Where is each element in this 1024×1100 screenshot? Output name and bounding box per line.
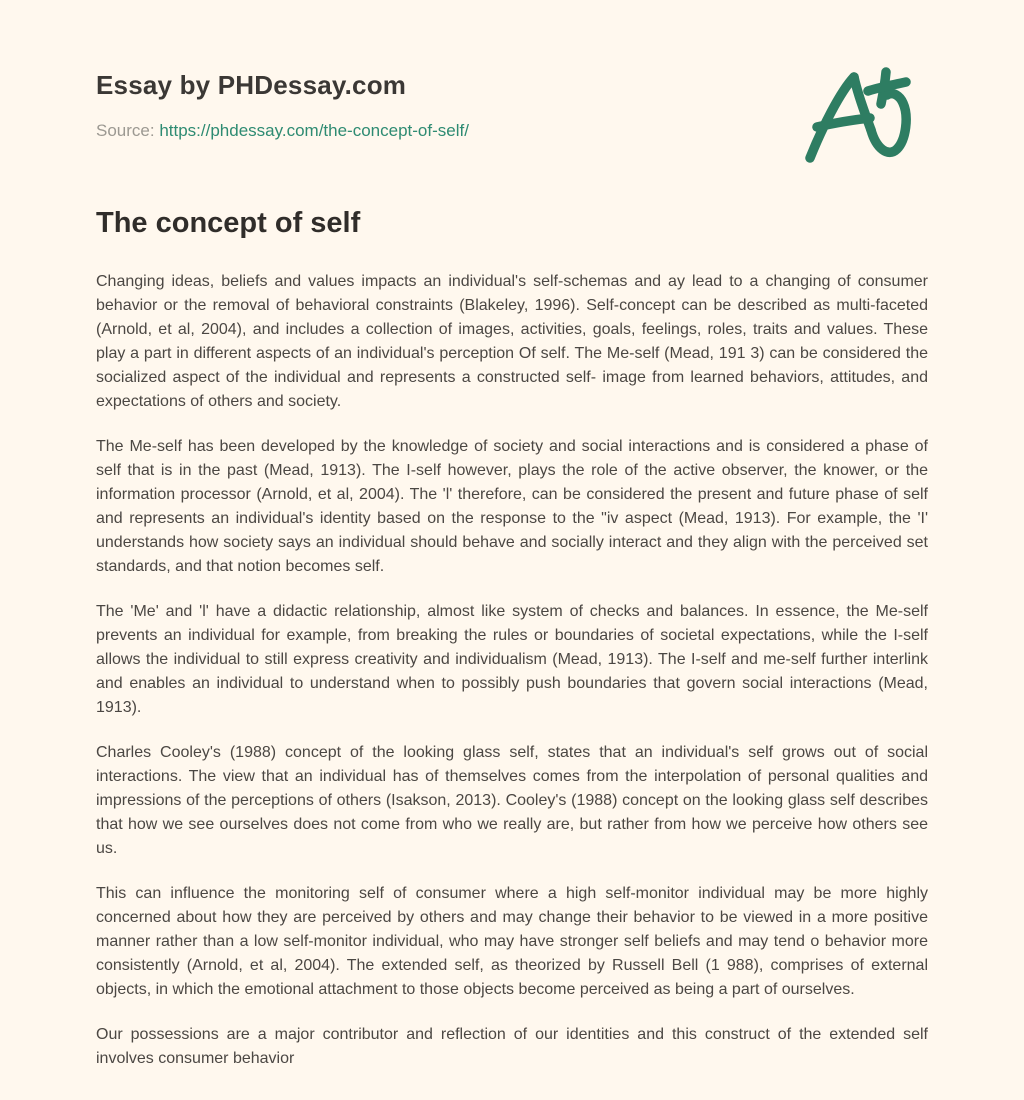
a-plus-logo-icon [792,58,932,173]
source-label: Source: [96,121,155,140]
article-paragraph: Our possessions are a major contributor and reflection of our identities and this construct of the extended self involves consumer behavior [96,1026,928,1067]
article-title: The concept of self [96,207,361,239]
article-paragraph: The 'Me' and 'l' have a didactic relationship, almost like system of checks and balances. In essence, the Me-self prevents an individual for example, from breaking the rules or boundaries of societal expectations, while the I-self allows the individual to still express creativity and individualism (Mead, 1913). The I-self and me-self further interlink and enables an individual to understand when to possibly push boundaries that govern social interactions (Mead, 1913). [96,603,928,716]
article-paragraph: The Me-self has been developed by the knowledge of society and social interactions and is considered a phase of self that is in the past (Mead, 1913). The I-self however, plays the role of the active observer, the knower, or the information processor (Arnold, et al, 2004). The 'l' therefore, can be considered the present and future phase of self and represents an individual's identity based on the response to the "iv aspect (Mead, 1913). For example, the 'I' understands how society says an individual should behave and socially interact and they align with the perceived set standards, and that notion becomes self. [96,438,928,575]
essay-header [96,70,928,141]
essay-header-title: Essay by PHDessay.com [96,70,407,100]
article-body [96,270,928,1071]
article-paragraph: Charles Cooley's (1988) concept of the looking glass self, states that an individual's self grows out of social interactions. The view that an individual has of themselves comes from the interpolation of personal qualities and impressions of the perceptions of others (Isakson, 2013). Cooley's (1988) concept on the looking glass self describes that how we see ourselves does not come from who we really are, but rather from how we perceive how others see us. [96,744,928,857]
article-paragraph: This can influence the monitoring self of consumer where a high self-monitor individual may be more highly concerned about how they are perceived by others and may change their behavior to be viewed in a more positive manner rather than a low self-monitor individual, who may have stronger self beliefs and may tend o behavior more consistently (Arnold, et al, 2004). The extended self, as theorized by Russell Bell (1 988), comprises of external objects, in which the emotional attachment to those objects become perceived as being a part of ourselves. [96,885,928,998]
source-link[interactable]: https://phdessay.com/the-concept-of-self/ [159,121,469,140]
article-paragraph: Changing ideas, beliefs and values impacts an individual's self-schemas and ay lead to a changing of consumer behavior or the removal of behavioral constraints (Blakeley, 1996). Self-concept can be described as multi-faceted (Arnold, et al, 2004), and includes a collection of images, activities, goals, feelings, roles, traits and values. These play a part in different aspects of an individual's perception Of self. The Me-self (Mead, 191 3) can be considered the socialized aspect of the individual and represents a constructed self- image from learned behaviors, attitudes, and expectations of others and society. [96,273,928,410]
phdessay-logo [792,58,932,173]
